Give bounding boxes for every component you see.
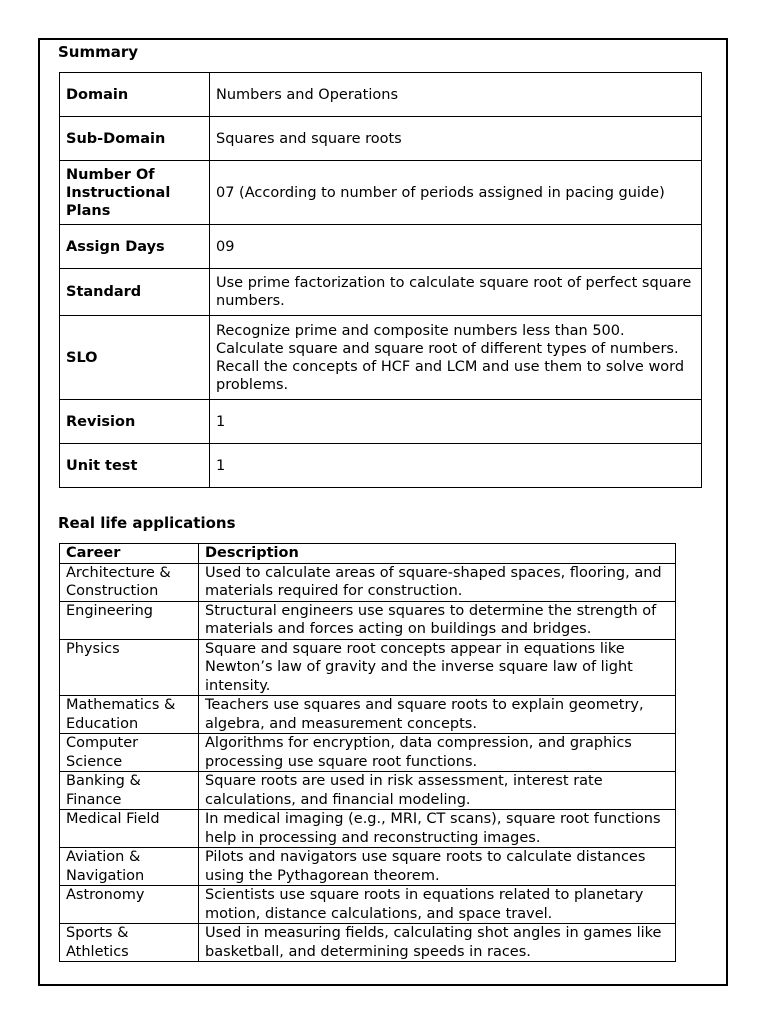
career-cell: Astronomy xyxy=(60,886,199,924)
summary-row-value: Squares and square roots xyxy=(210,117,702,161)
summary-row-label: Assign Days xyxy=(60,225,210,269)
table-row xyxy=(60,734,676,772)
career-cell: Physics xyxy=(60,639,199,696)
career-cell: Mathematics & Education xyxy=(60,696,199,734)
description-cell: Structural engineers use squares to determine the strength of materials and forces acting on buildings and bridges. xyxy=(199,601,676,639)
summary-row xyxy=(60,73,702,117)
summary-row xyxy=(60,444,702,488)
description-cell: Algorithms for encryption, data compression, and graphics processing use square root functions. xyxy=(199,734,676,772)
description-cell: Used to calculate areas of square-shaped spaces, flooring, and materials required for construction. xyxy=(199,563,676,601)
summary-row-label: Revision xyxy=(60,400,210,444)
summary-row-value: Numbers and Operations xyxy=(210,73,702,117)
summary-heading: Summary xyxy=(58,43,139,61)
career-cell: Computer Science xyxy=(60,734,199,772)
summary-row-label: Number Of Instructional Plans xyxy=(60,161,210,225)
career-cell: Architecture & Construction xyxy=(60,563,199,601)
summary-row xyxy=(60,161,702,225)
summary-table xyxy=(59,72,702,488)
description-cell: Square and square root concepts appear in equations like Newton’s law of gravity and the inverse square law of light intensity. xyxy=(199,639,676,696)
summary-row-label: Domain xyxy=(60,73,210,117)
description-cell: In medical imaging (e.g., MRI, CT scans), square root functions help in processing and reconstructing images. xyxy=(199,810,676,848)
table-row xyxy=(60,696,676,734)
description-cell: Teachers use squares and square roots to explain geometry, algebra, and measurement concepts. xyxy=(199,696,676,734)
summary-row-label: SLO xyxy=(60,316,210,400)
table-row xyxy=(60,601,676,639)
applications-table xyxy=(59,543,676,962)
summary-row xyxy=(60,117,702,161)
table-row xyxy=(60,639,676,696)
summary-row-value: 07 (According to number of periods assigned in pacing guide) xyxy=(210,161,702,225)
table-header-row xyxy=(60,544,676,564)
description-cell: Pilots and navigators use square roots to calculate distances using the Pythagorean theorem. xyxy=(199,848,676,886)
summary-row-value: 09 xyxy=(210,225,702,269)
summary-row-label: Unit test xyxy=(60,444,210,488)
career-header: Career xyxy=(60,544,199,564)
summary-row xyxy=(60,269,702,316)
description-header: Description xyxy=(199,544,676,564)
summary-row xyxy=(60,316,702,400)
summary-row-value: Recognize prime and composite numbers less than 500. Calculate square and square root of different types of numbers. Recall the concepts of HCF and LCM and use them to solve word problems. xyxy=(210,316,702,400)
description-cell: Square roots are used in risk assessment, interest rate calculations, and financial modeling. xyxy=(199,772,676,810)
summary-row-label: Sub-Domain xyxy=(60,117,210,161)
description-cell: Used in measuring fields, calculating shot angles in games like basketball, and determining speeds in races. xyxy=(199,924,676,962)
summary-row-value: Use prime factorization to calculate square root of perfect square numbers. xyxy=(210,269,702,316)
table-row xyxy=(60,924,676,962)
summary-row-value: 1 xyxy=(210,444,702,488)
summary-row xyxy=(60,400,702,444)
table-row xyxy=(60,810,676,848)
career-cell: Engineering xyxy=(60,601,199,639)
career-cell: Sports & Athletics xyxy=(60,924,199,962)
table-row xyxy=(60,848,676,886)
career-cell: Medical Field xyxy=(60,810,199,848)
table-row xyxy=(60,563,676,601)
description-cell: Scientists use square roots in equations related to planetary motion, distance calculations, and space travel. xyxy=(199,886,676,924)
summary-row-value: 1 xyxy=(210,400,702,444)
table-row xyxy=(60,772,676,810)
summary-row-label: Standard xyxy=(60,269,210,316)
career-cell: Aviation & Navigation xyxy=(60,848,199,886)
summary-row xyxy=(60,225,702,269)
applications-heading: Real life applications xyxy=(58,514,236,532)
career-cell: Banking & Finance xyxy=(60,772,199,810)
table-row xyxy=(60,886,676,924)
